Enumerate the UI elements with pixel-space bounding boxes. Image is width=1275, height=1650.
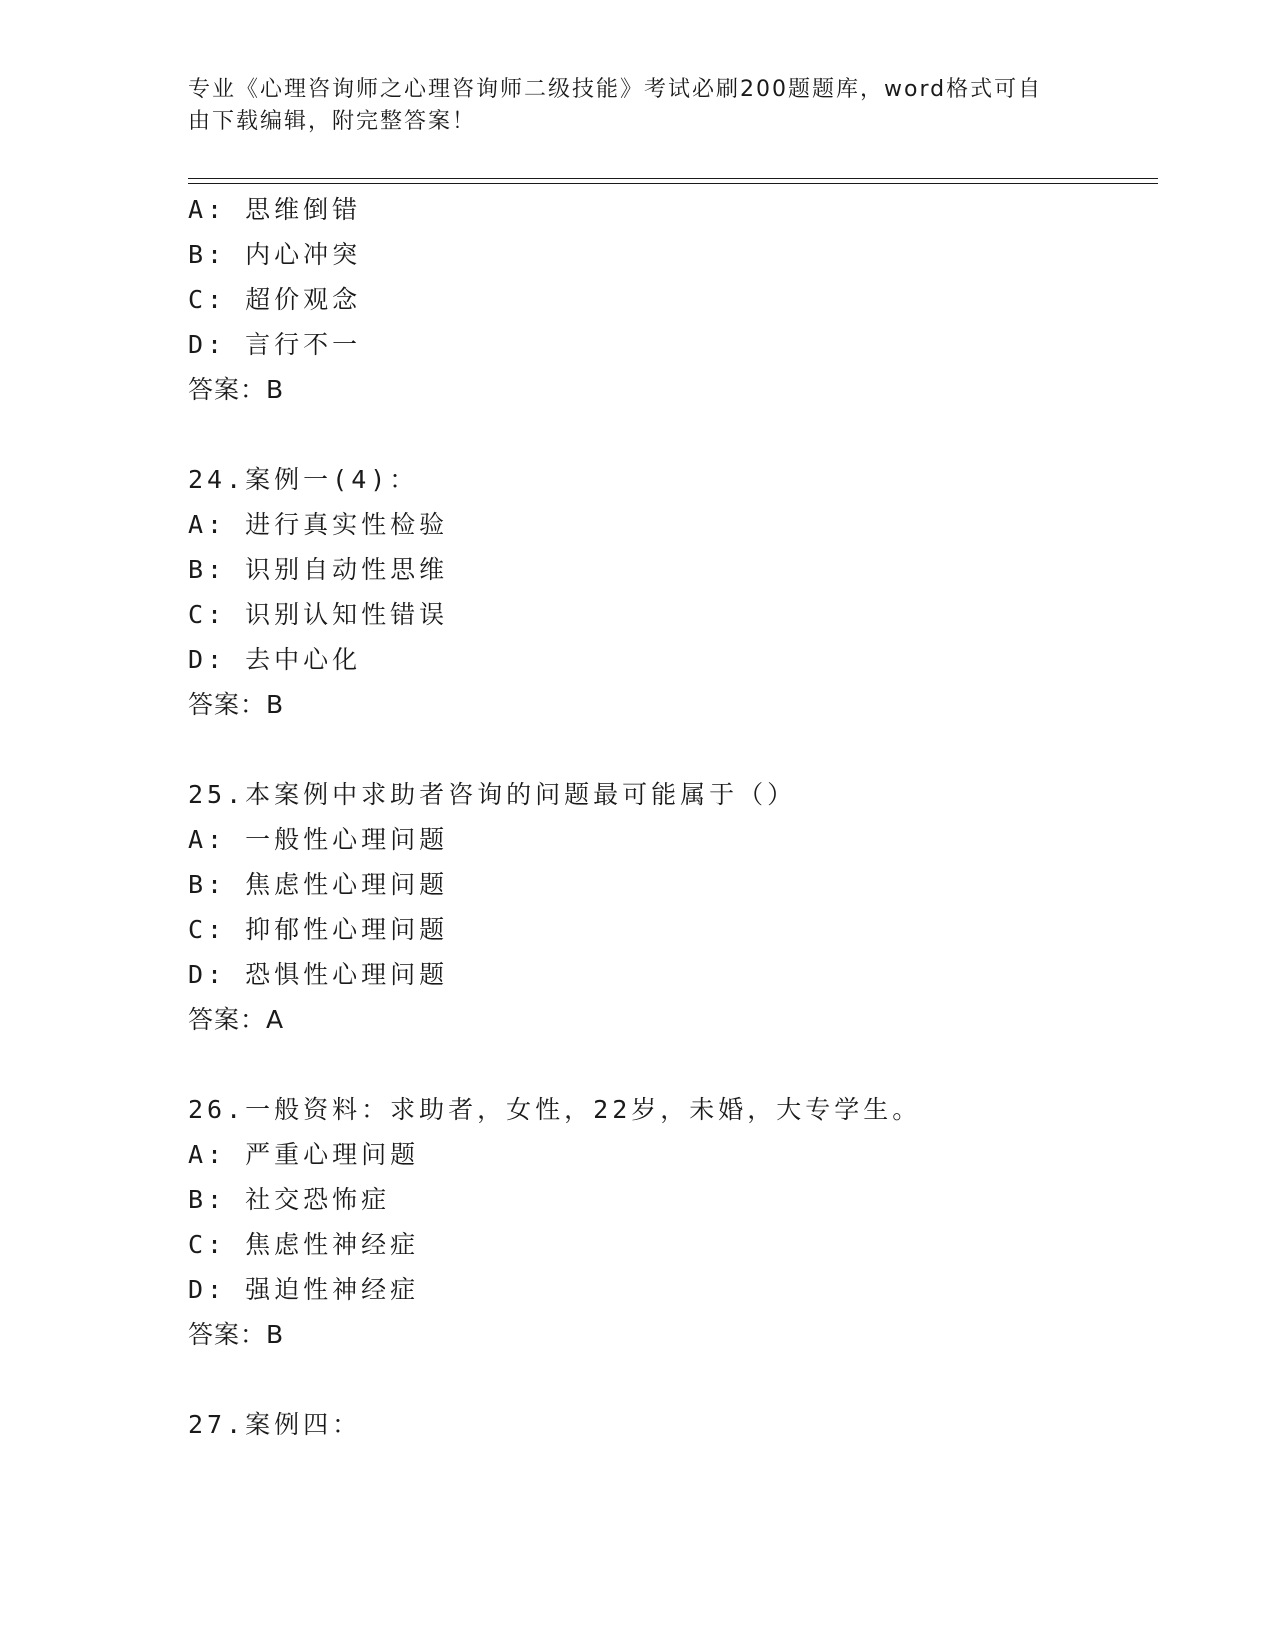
- q26-option-c: C: 焦虑性神经症: [188, 1230, 420, 1259]
- document-intro: [188, 74, 1068, 138]
- q25-answer: 答案：A: [188, 1005, 285, 1034]
- q26-answer: 答案：B: [188, 1320, 285, 1349]
- q25-option-a: A: 一般性心理问题: [188, 825, 449, 854]
- q24-answer: 答案：B: [188, 690, 285, 719]
- q23-option-c: C: 超价观念: [188, 285, 362, 314]
- q23-answer: 答案：B: [188, 375, 285, 404]
- intro-line-1: 专业《心理咨询师之心理咨询师二级技能》考试必刷200题题库，word格式可自: [188, 77, 1043, 102]
- intro-line-2: 由下载编辑，附完整答案！: [188, 109, 477, 134]
- q23-option-d: D: 言行不一: [188, 330, 362, 359]
- q26-option-b: B: 社交恐怖症: [188, 1185, 391, 1214]
- q23-option-b: B: 内心冲突: [188, 240, 362, 269]
- q24-option-a: A: 进行真实性检验: [188, 510, 449, 539]
- q25-option-c: C: 抑郁性心理问题: [188, 915, 449, 944]
- q24-option-c: C: 识别认知性错误: [188, 600, 449, 629]
- q24-option-b: B: 识别自动性思维: [188, 555, 449, 584]
- q26-title: 26.一般资料：求助者，女性，22岁，未婚，大专学生。: [188, 1095, 922, 1124]
- q26-option-d: D: 强迫性神经症: [188, 1275, 420, 1304]
- q25-option-d: D: 恐惧性心理问题: [188, 960, 449, 989]
- q25-title: 25.本案例中求助者咨询的问题最可能属于（）: [188, 780, 797, 809]
- header-divider-top: [188, 178, 1158, 179]
- header-divider-bottom: [188, 183, 1158, 184]
- q26-option-a: A: 严重心理问题: [188, 1140, 420, 1169]
- q23-option-a: A: 思维倒错: [188, 195, 362, 224]
- q24-title: 24.案例一(4)：: [188, 465, 419, 494]
- q24-option-d: D: 去中心化: [188, 645, 362, 674]
- q27-title: 27.案例四：: [188, 1410, 362, 1439]
- q25-option-b: B: 焦虑性心理问题: [188, 870, 449, 899]
